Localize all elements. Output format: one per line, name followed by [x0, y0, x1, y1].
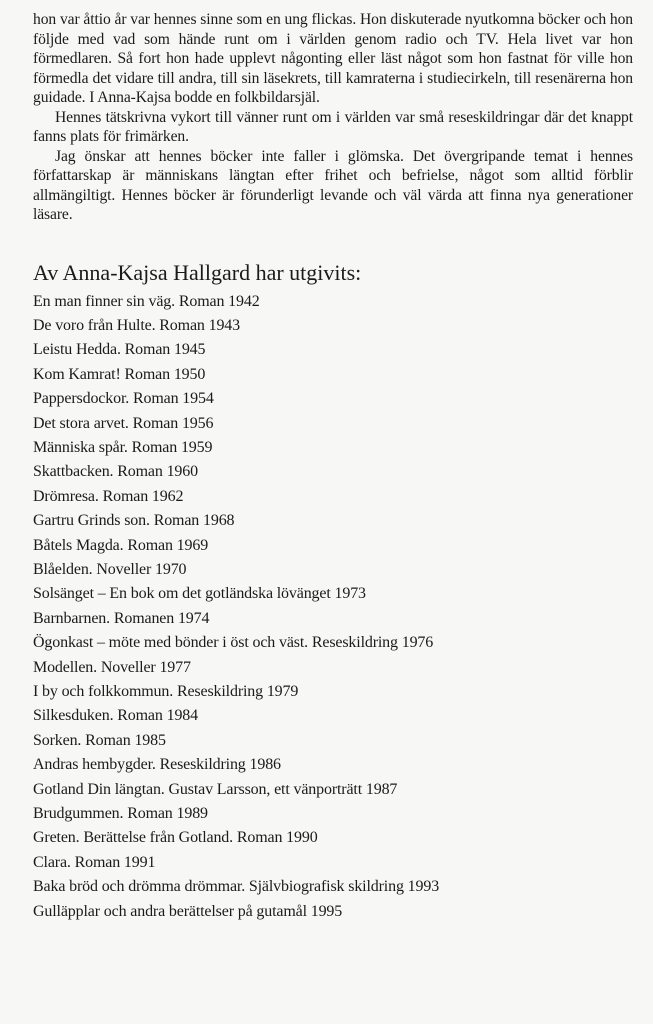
- work-item: Greten. Berättelse från Gotland. Roman 1990: [33, 829, 318, 847]
- work-item: I by och folkkommun. Reseskildring 1979: [33, 683, 299, 700]
- work-item: Blåelden. Noveller 1970: [33, 560, 187, 578]
- work-item: En man finner sin väg. Roman 1942: [33, 292, 260, 310]
- work-item: Det stora arvet. Roman 1956: [33, 414, 214, 432]
- work-item: Båtels Magda. Roman 1969: [33, 536, 209, 554]
- intro-text: [33, 10, 633, 225]
- work-item: Brudgummen. Roman 1989: [33, 805, 208, 823]
- work-item: Kom Kamrat! Roman 1950: [33, 365, 206, 383]
- intro-paragraph-1: hon var åttio år var hennes sinne som en ung flickas. Hon diskuterade nyutkomna böcker och hon följde med vad som hände runt om i världen genom radio och TV. Hela livet var hon förmedlaren. Så fort hon hade upplevt någonting eller läst något som hon fastnat för ville hon förmedla det vidare till andra, till sin läsekrets, till kamraterna i studiecirkeln, till resenärerna hon guidade. I Anna-Kajsa bodde en folkbildarsjäl.: [33, 11, 633, 106]
- work-item: Sorken. Roman 1985: [33, 731, 166, 749]
- work-item: Pappersdockor. Roman 1954: [33, 390, 214, 408]
- work-item: Leistu Hedda. Roman 1945: [33, 341, 206, 359]
- intro-paragraph-3: Jag önskar att hennes böcker inte faller i glömska. Det övergripande temat i hennes författarskap är människans längtan efter frihet och befrielse, något som alltid förblir allmängiltigt. Hennes böcker är förunderligt levande och väl värda att finna nya generationer läsare.: [33, 147, 633, 223]
- work-item: Människa spår. Roman 1959: [33, 438, 213, 456]
- work-item: Andras hembygder. Reseskildring 1986: [33, 756, 281, 774]
- work-item: Gulläpplar och andra berättelser på gutamål 1995: [33, 902, 343, 920]
- work-item: Silkesduken. Roman 1984: [33, 707, 198, 725]
- work-item: Gotland Din längtan. Gustav Larsson, ett vänporträtt 1987: [33, 780, 398, 798]
- work-item: Skattbacken. Roman 1960: [33, 463, 198, 481]
- bibliography-list: [33, 290, 633, 925]
- work-item: Ögonkast – möte med bönder i öst och väst. Reseskildring 1976: [33, 634, 434, 652]
- work-item: Gartru Grinds son. Roman 1968: [33, 512, 235, 530]
- work-item: Solsänget – En bok om det gotländska lövänget 1973: [33, 585, 366, 603]
- work-item: Baka bröd och drömma drömmar. Självbiografisk skildring 1993: [33, 878, 440, 896]
- work-item: Drömresa. Roman 1962: [33, 487, 184, 505]
- work-item: Clara. Roman 1991: [33, 853, 156, 871]
- work-item: De voro från Hulte. Roman 1943: [33, 316, 241, 334]
- intro-paragraph-2: Hennes tätskrivna vykort till vänner runt om i världen var små reseskildringar där det knappt fanns plats för frimärken.: [33, 108, 633, 145]
- work-item: Barnbarnen. Romanen 1974: [33, 609, 210, 627]
- bibliography-heading: Av Anna-Kajsa Hallgard har utgivits:: [33, 259, 362, 285]
- work-item: Modellen. Noveller 1977: [33, 658, 191, 676]
